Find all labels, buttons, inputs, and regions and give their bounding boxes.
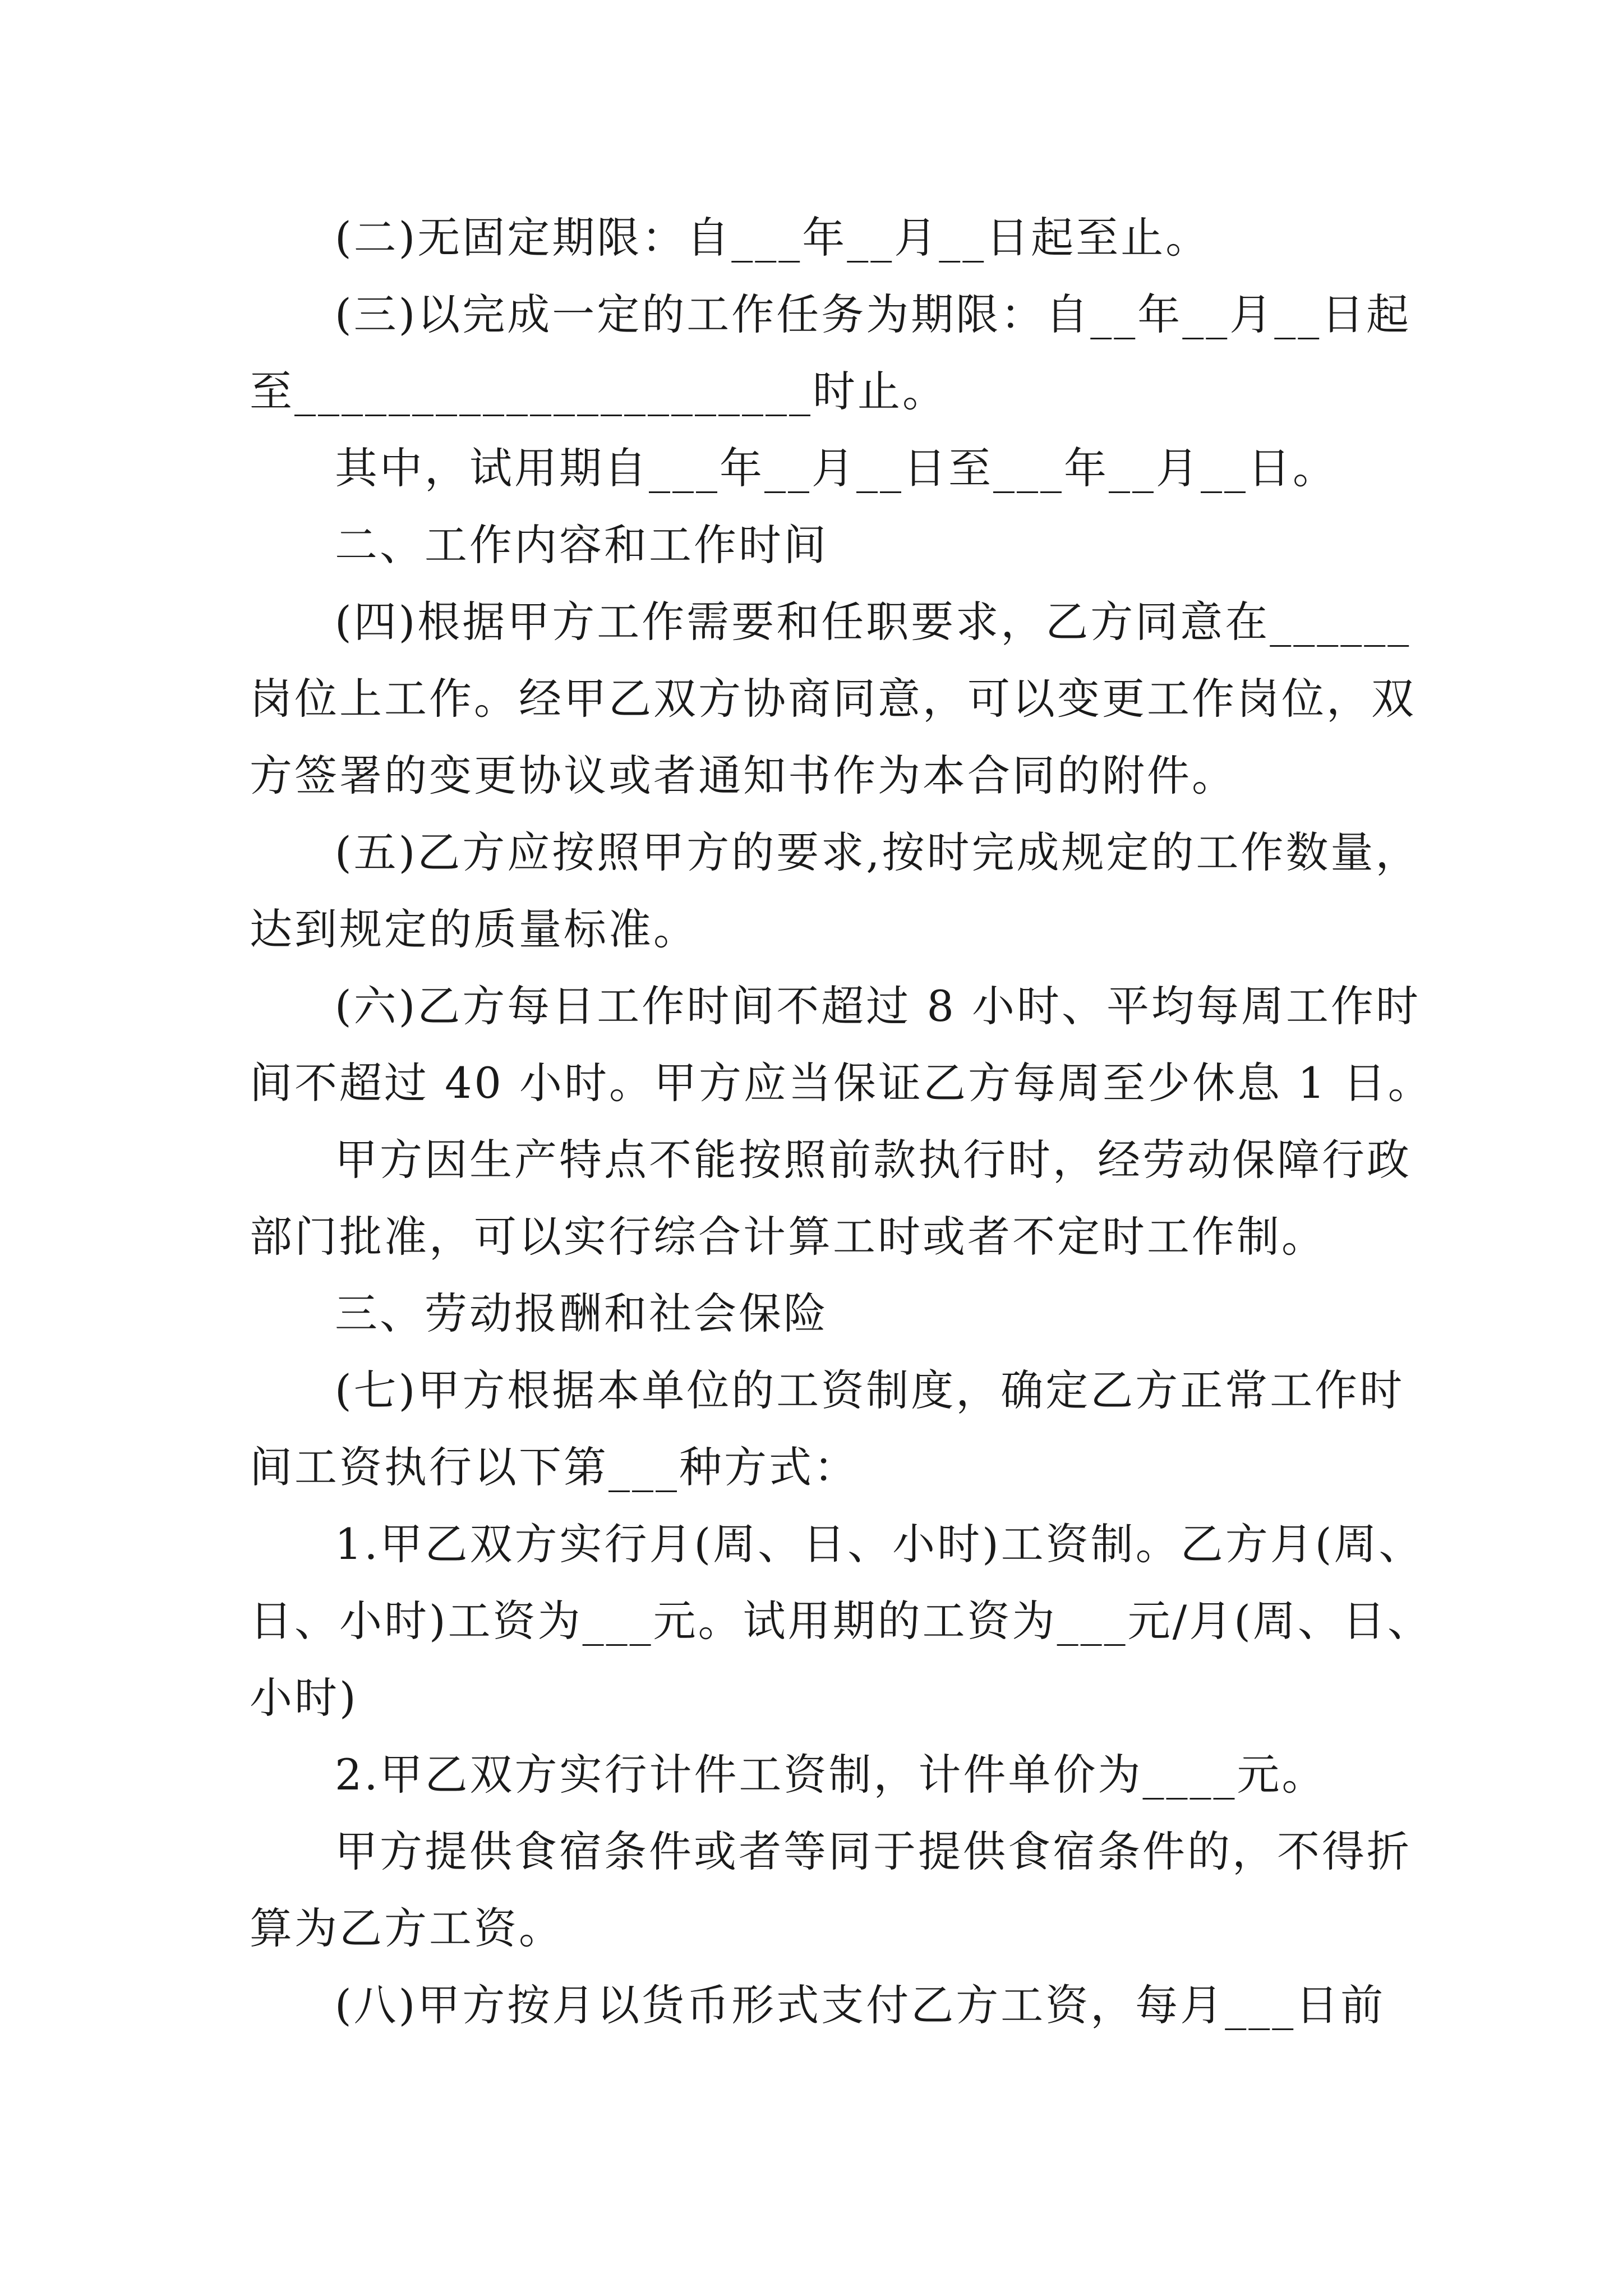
clause-4-position-continued-1: 岗位上工作。经甲乙双方协商同意，可以变更工作岗位，双 <box>250 674 1416 724</box>
wage-option-2: 2.甲乙双方实行计件工资制，计件单价为____元。 <box>335 1750 1327 1800</box>
clause-4-position: (四)根据甲方工作需要和任职要求，乙方同意在______ <box>335 597 1412 647</box>
contract-body <box>250 199 1433 2044</box>
board-lodging-note-continued: 算为乙方工资。 <box>250 1903 564 1953</box>
clause-6-working-hours: (六)乙方每日工作时间不超过 8 小时、平均每周工作时 <box>335 981 1421 1031</box>
board-lodging-note: 甲方提供食宿条件或者等同于提供食宿条件的，不得折 <box>335 1826 1412 1876</box>
clause-5-work-requirements-continued: 达到规定的质量标准。 <box>250 904 698 954</box>
wage-option-1-continued-1: 日、小时)工资为___元。试用期的工资为___元/月(周、日、 <box>250 1596 1432 1646</box>
wage-option-1: 1.甲乙双方实行月(周、日、小时)工资制。乙方月(周、 <box>335 1519 1424 1569</box>
clause-7-wage-system-continued: 间工资执行以下第___种方式： <box>250 1442 859 1492</box>
clause-3-task-term-continued: 至______________________时止。 <box>250 366 947 416</box>
clause-6-exception: 甲方因生产特点不能按照前款执行时，经劳动保障行政 <box>335 1135 1412 1185</box>
clause-6-exception-continued: 部门批准，可以实行综合计算工时或者不定时工作制。 <box>250 1212 1326 1262</box>
wage-option-1-continued-2: 小时) <box>250 1673 358 1723</box>
clause-4-position-continued-2: 方签署的变更协议或者通知书作为本合同的附件。 <box>250 751 1237 800</box>
clause-7-wage-system: (七)甲方根据本单位的工资制度，确定乙方正常工作时 <box>335 1365 1405 1415</box>
probation-period: 其中，试用期自___年__月__日至___年__月__日。 <box>335 443 1338 493</box>
section-heading-remuneration: 三、劳动报酬和社会保险 <box>335 1289 828 1338</box>
clause-3-task-term: (三)以完成一定的工作任务为期限：自__年__月__日起 <box>335 289 1412 339</box>
clause-5-work-requirements: (五)乙方应按照甲方的要求,按时完成规定的工作数量， <box>335 827 1421 877</box>
clause-2-no-fixed-term: (二)无固定期限：自___年__月__日起至止。 <box>335 213 1211 263</box>
clause-8-payment: (八)甲方按月以货币形式支付乙方工资，每月___日前 <box>335 1980 1386 2030</box>
clause-6-working-hours-continued: 间不超过 40 小时。甲方应当保证乙方每周至少休息 1 日。 <box>250 1058 1433 1108</box>
section-heading-work-content: 二、工作内容和工作时间 <box>335 520 828 570</box>
